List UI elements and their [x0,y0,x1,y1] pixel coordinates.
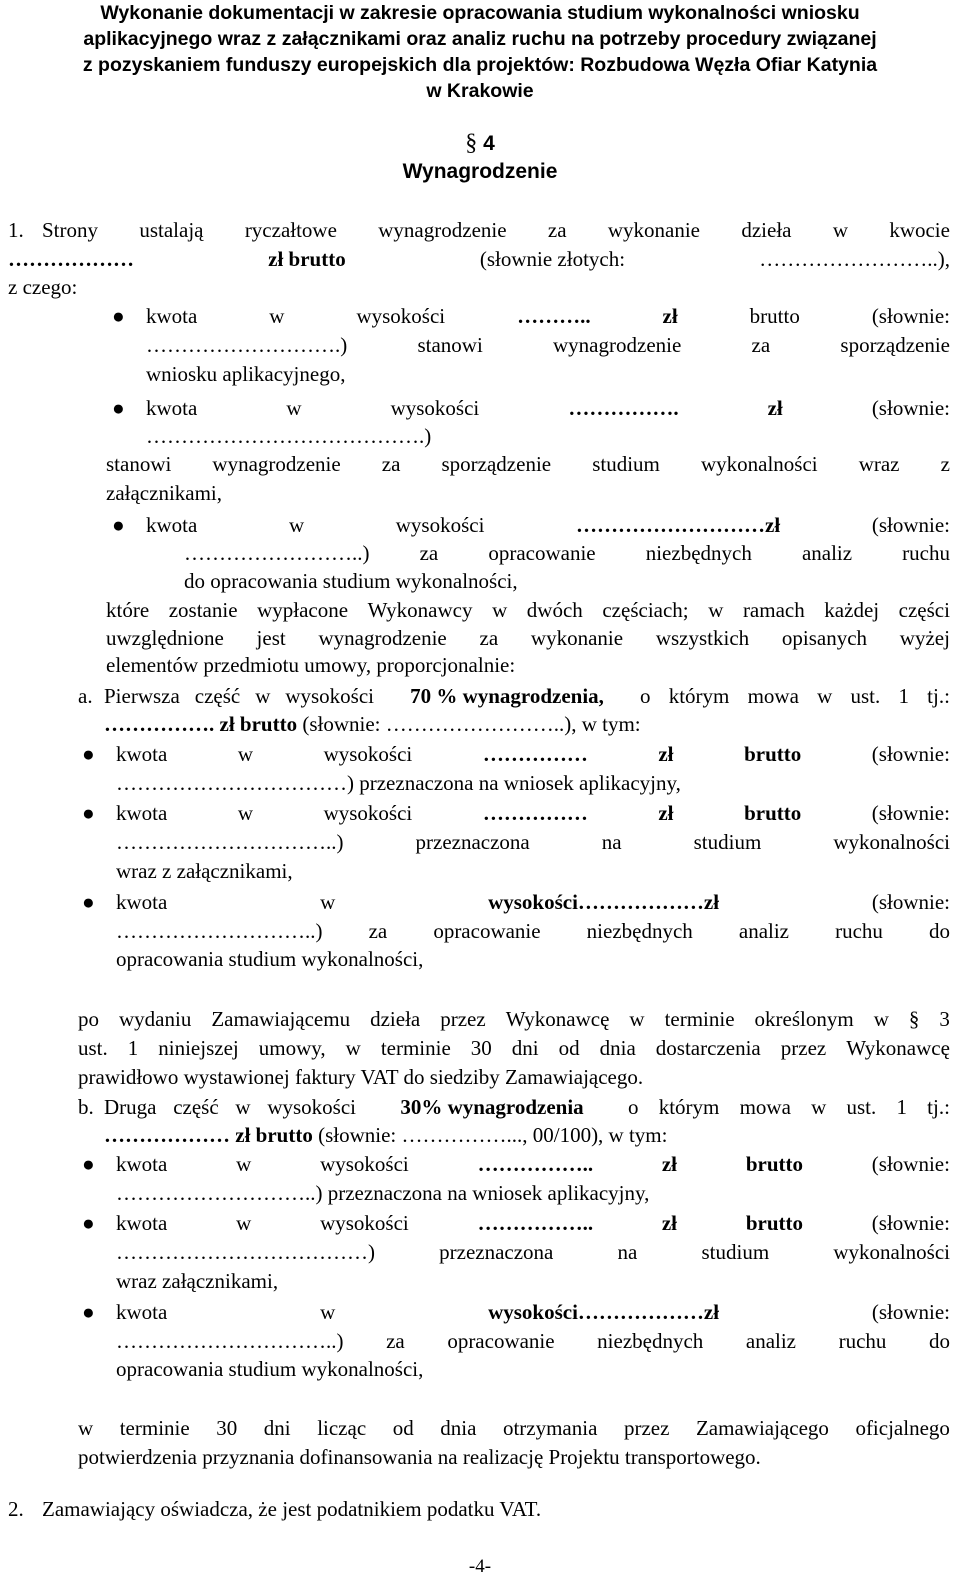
word: Druga [104,1095,157,1119]
word: dzieła [741,218,792,242]
word: w [811,1095,827,1119]
word: analiz [745,1329,797,1353]
word: każdej [824,598,880,622]
word: (słownie: [871,396,950,420]
word: w [817,684,833,708]
word: ………………………zł [576,513,781,537]
word: w [236,1211,252,1235]
word: oficjalnego [855,1416,950,1440]
b-line-1-start [104,1093,356,1121]
p1-cont-line-3: elementów przedmiotu umowy, proporcjonalnie: [106,653,516,677]
word: stanowi [106,452,172,476]
word: mowa [747,684,799,708]
a-line-1-start [104,682,374,710]
word: (słownie: [871,1152,950,1176]
b-amount: ……………… zł brutto [104,1123,313,1147]
amount-words-label: (słownie złotych: [479,247,626,271]
word: zł [661,1211,678,1235]
word: 3 [939,1007,950,1031]
word: dni [511,1036,539,1060]
p1-b1-line-3: wniosku aplikacyjnego, [146,362,346,386]
word: za [368,919,388,943]
word: opracowanie [447,1329,555,1353]
b-b1-line-2: ………………………..) przeznaczona na wniosek aplikacyjny, [116,1181,650,1205]
a-b1-line-2: ……………………………) przeznaczona na wniosek aplikacyjny, [116,771,681,795]
bullet-icon: ● [82,742,95,766]
word: mowa [739,1095,791,1119]
amount-words-placeholder: ……………………..), [759,247,950,271]
b-b3-line-2 [116,1327,950,1355]
a-line-2 [104,710,641,738]
word: (słownie: [871,513,950,537]
b-line-2 [104,1121,667,1149]
word: jest [256,626,286,650]
word: dnia [440,1416,477,1440]
word: wysokości [395,513,485,537]
word: wysokości………………zł [488,1300,720,1324]
word: za [386,1329,405,1353]
b-b2-line-3: wraz załącznikami, [116,1269,279,1293]
word: uwzględnione [106,626,224,650]
word: (słownie: [871,801,950,825]
p1-b3-line-2 [184,539,950,567]
word: wynagrodzenie [553,333,682,357]
a-b1-line-1 [116,740,950,768]
word: wysokości [323,742,413,766]
word: do [929,919,950,943]
word: którym [668,684,730,708]
b-b1-line-1 [116,1150,950,1178]
word: ……………………..) [184,541,370,565]
word: brutto [744,801,802,825]
word: ryczałtowe [244,218,337,242]
a-b2-line-2 [116,828,950,856]
word: licząc [317,1416,367,1440]
section-number [0,130,960,157]
word: wysokości [323,801,413,825]
word: niezbędnych [586,919,693,943]
word: terminie [664,1007,735,1031]
word: na [617,1240,638,1264]
b-b2-line-2 [116,1238,950,1266]
word: stanowi [417,333,483,357]
word: za [419,541,439,565]
document-header [60,0,900,104]
word: wykonanie [607,218,701,242]
bullet-icon: ● [82,1300,95,1324]
word: kwota [146,304,198,328]
word: o [640,684,651,708]
bullet-icon: ● [82,1152,95,1176]
word: część [194,684,241,708]
word: brutto [749,304,800,328]
word: ruchu [902,541,950,565]
word: zł [767,396,783,420]
item-a-label: a. [78,684,93,708]
item-b-label: b. [78,1095,94,1119]
b-line-1 [104,1093,950,1121]
word: częściach; [602,598,689,622]
word: 1 [896,1095,907,1119]
a-b3-line-1 [116,888,950,916]
word: kwota [146,396,198,420]
word: wypłacone [257,598,349,622]
bullet-icon: ● [112,513,125,537]
word: umowy, [258,1036,326,1060]
word: w [873,1007,889,1031]
a-b2-line-1 [116,799,950,827]
word: Wykonawcy [367,598,473,622]
word: przeznaczona [439,1240,554,1264]
word: ruchu [835,919,883,943]
amount-placeholder: ……………… [8,247,134,271]
word: zł [661,1152,678,1176]
amount-unit: zł brutto [268,247,346,271]
word: za [547,218,567,242]
word: wysokości [320,1211,409,1235]
word: ust. [846,1095,877,1119]
a-b3-line-2 [116,917,950,945]
word: zostanie [168,598,238,622]
b-cont-line-1 [78,1414,950,1442]
word: ……………………….) [146,333,348,357]
word: wynagrodzenie [212,452,341,476]
header-line-3: z pozyskaniem funduszy europejskich dla projektów: Rozbudowa Węzła Ofiar Katynia [82,54,878,76]
word: studium [701,1240,770,1264]
word: wynagrodzenie [318,626,447,650]
word: opracowanie [488,541,596,565]
word: kwota [116,801,168,825]
word: brutto [744,742,802,766]
word: (słownie: [871,1211,950,1235]
p1-line-2 [8,245,950,273]
word: ……….. [517,304,591,328]
word: w [832,218,848,242]
word: sporządzenie [840,333,950,357]
word: w [320,890,336,914]
a-cont-line-1 [78,1005,950,1033]
word: terminie [380,1036,451,1060]
word: określonym [754,1007,854,1031]
word: ustalają [139,218,204,242]
word: tj.: [927,684,950,708]
word: wraz [858,452,900,476]
word: 1 [127,1036,139,1060]
word: wysokości [390,396,480,420]
word: wykonalności [833,830,950,854]
word: …………….. [477,1211,594,1235]
bullet-icon: ● [82,890,95,914]
word: analiz [801,541,853,565]
word: Wykonawcę [846,1036,950,1060]
word: w [345,1036,361,1060]
section-title: Wynagrodzenie [402,160,558,183]
word: ………………………………) [116,1240,375,1264]
word: część [173,1095,219,1119]
word: w [320,1300,336,1324]
b-line-1-end [628,1093,950,1121]
bullet-icon: ● [82,1211,95,1235]
p1-b3-line-3: do opracowania studium wykonalności, [184,569,518,593]
word: przez [623,1416,670,1440]
word: przez [440,1007,486,1031]
word: wykonanie [530,626,624,650]
word: brutto [745,1152,803,1176]
word: wysokości [320,1152,409,1176]
word: niniejszej [158,1036,239,1060]
word: kwota [116,742,168,766]
page-number: -4- [468,1556,492,1577]
a-line-1-end [640,682,950,710]
word: po [78,1007,99,1031]
p1-line-1 [42,216,950,244]
word: wysokości………………zł [488,890,720,914]
word: 1 [898,684,909,708]
word: 30 [216,1416,238,1440]
word: zł [662,304,678,328]
p1-line-3: z czego: [8,275,78,299]
word: części [898,598,950,622]
vat-statement: Zamawiający oświadcza, że jest podatnikiem podatku VAT. [42,1497,542,1521]
word: ……………. [568,396,679,420]
p1-b1-line-1 [146,302,950,330]
word: tj.: [927,1095,950,1119]
word: przeznaczona [415,830,530,854]
b-cont-line-2: potwierdzenia przyznania dofinansowania na realizację Projektu transportowego. [78,1445,761,1469]
word: (słownie: [871,1300,950,1324]
b-b3-line-3: opracowania studium wykonalności, [116,1357,424,1381]
word: zł [658,801,674,825]
a-cont-line-3: prawidłowo wystawionej faktury VAT do siedziby Zamawiającego. [78,1065,644,1089]
p1-b3-line-1 [146,511,950,539]
word: opisanych [781,626,868,650]
a-amount-words: (słownie: ……………………..), w tym: [302,712,641,736]
p1-cont-line-2 [106,624,950,652]
word: wysokości [267,1095,356,1119]
word: w [286,396,302,420]
word: Zamawiającemu [211,1007,351,1031]
word: w [269,304,285,328]
word: niezbędnych [597,1329,704,1353]
p1-b2-line-3 [106,450,950,478]
word: ………………………..) [116,919,323,943]
a-b3-line-3: opracowania studium wykonalności, [116,947,424,971]
word: wysokości [356,304,446,328]
word: wszystkich [655,626,750,650]
a-b2-line-3: wraz z załącznikami, [116,859,293,883]
word: w [492,598,508,622]
word: (słownie: [871,742,950,766]
bullet-icon: ● [112,396,125,420]
p1-b2-line-1 [146,394,950,422]
word: …………….. [477,1152,594,1176]
word: wyżej [899,626,950,650]
word: które [106,598,150,622]
word: analiz [738,919,790,943]
word: Zamawiającego [695,1416,829,1440]
word: kwota [116,1300,168,1324]
word: studium [693,830,762,854]
word: dzieła [370,1007,421,1031]
word: otrzymania [502,1416,598,1440]
word: za [479,626,499,650]
word: wykonalności [833,1240,950,1264]
word: wysokości [285,684,374,708]
word: …………………………..) [116,1329,344,1353]
word: kwocie [889,218,950,242]
word: …………… [482,742,588,766]
a-cont-line-2 [78,1034,950,1062]
word: w [235,1095,251,1119]
word: wykonalności [700,452,818,476]
word: dnia [599,1036,636,1060]
word: ramach [742,598,805,622]
word: sporządzenie [441,452,552,476]
word: Wykonawcę [505,1007,610,1031]
word: wynagrodzenie [378,218,507,242]
word: wydaniu [119,1007,192,1031]
word: dwóch [526,598,583,622]
word: brutto [745,1211,803,1235]
word: …………… [482,801,588,825]
word: w [78,1416,94,1440]
header-line-4: w Krakowie [426,80,534,102]
word: dostarczenia [655,1036,761,1060]
word: w [255,684,271,708]
word: w [629,1007,645,1031]
bullet-icon: ● [82,801,95,825]
word: (słownie: [871,304,950,328]
word: w [236,1152,252,1176]
word: opracowanie [433,919,541,943]
word: kwota [116,1211,168,1235]
word: w [237,801,254,825]
header-line-2: aplikacyjnego wraz z załącznikami oraz analiz ruchu na potrzeby procedury związanej [83,28,877,50]
word: terminie [119,1416,190,1440]
p1-b1-line-2 [146,331,950,359]
header-line-1: Wykonanie dokumentacji w zakresie opracowania studium wykonalności wniosku [100,2,860,24]
section-symbol: § [465,130,478,156]
word: przez [780,1036,827,1060]
word: § [908,1007,920,1031]
word: 30 [470,1036,492,1060]
a-percentage: 70 % wynagrodzenia, [410,684,604,708]
b-b3-line-1 [116,1298,950,1326]
word: którym [658,1095,720,1119]
word: kwota [146,513,198,537]
paragraph-number-1: 1. [8,218,24,242]
word: Strony [42,218,99,242]
section-number-value: 4 [483,132,495,155]
word: do [929,1329,950,1353]
word: od [558,1036,580,1060]
p1-b2-line-2: ………………………………….) [146,424,432,448]
a-amount: ……………. zł brutto [104,712,298,736]
paragraph-number-2: 2. [8,1497,24,1521]
word: ust. [850,684,881,708]
word: kwota [116,890,168,914]
word: za [381,452,401,476]
b-b2-line-1 [116,1209,950,1237]
b-percentage: 30% wynagrodzenia [400,1095,584,1119]
word: ust. [78,1036,108,1060]
b-amount-words: (słownie: ……………..., 00/100), w tym: [318,1123,668,1147]
bullet-icon: ● [112,304,125,328]
word: od [392,1416,414,1440]
a-line-1 [104,682,950,710]
word: w [708,598,724,622]
word: z [940,452,950,476]
word: kwota [116,1152,168,1176]
word: zł [658,742,674,766]
word: za [751,333,771,357]
word: ruchu [838,1329,887,1353]
word: niezbędnych [645,541,752,565]
word: w [237,742,254,766]
word: w [288,513,305,537]
word: dni [263,1416,291,1440]
word: Pierwsza [104,684,180,708]
word: o [628,1095,639,1119]
word: na [601,830,622,854]
word: studium [592,452,660,476]
p1-cont-line-1 [106,596,950,624]
word: …………………………..) [116,830,344,854]
word: (słownie: [871,890,950,914]
p1-b2-line-4: załącznikami, [106,481,223,505]
